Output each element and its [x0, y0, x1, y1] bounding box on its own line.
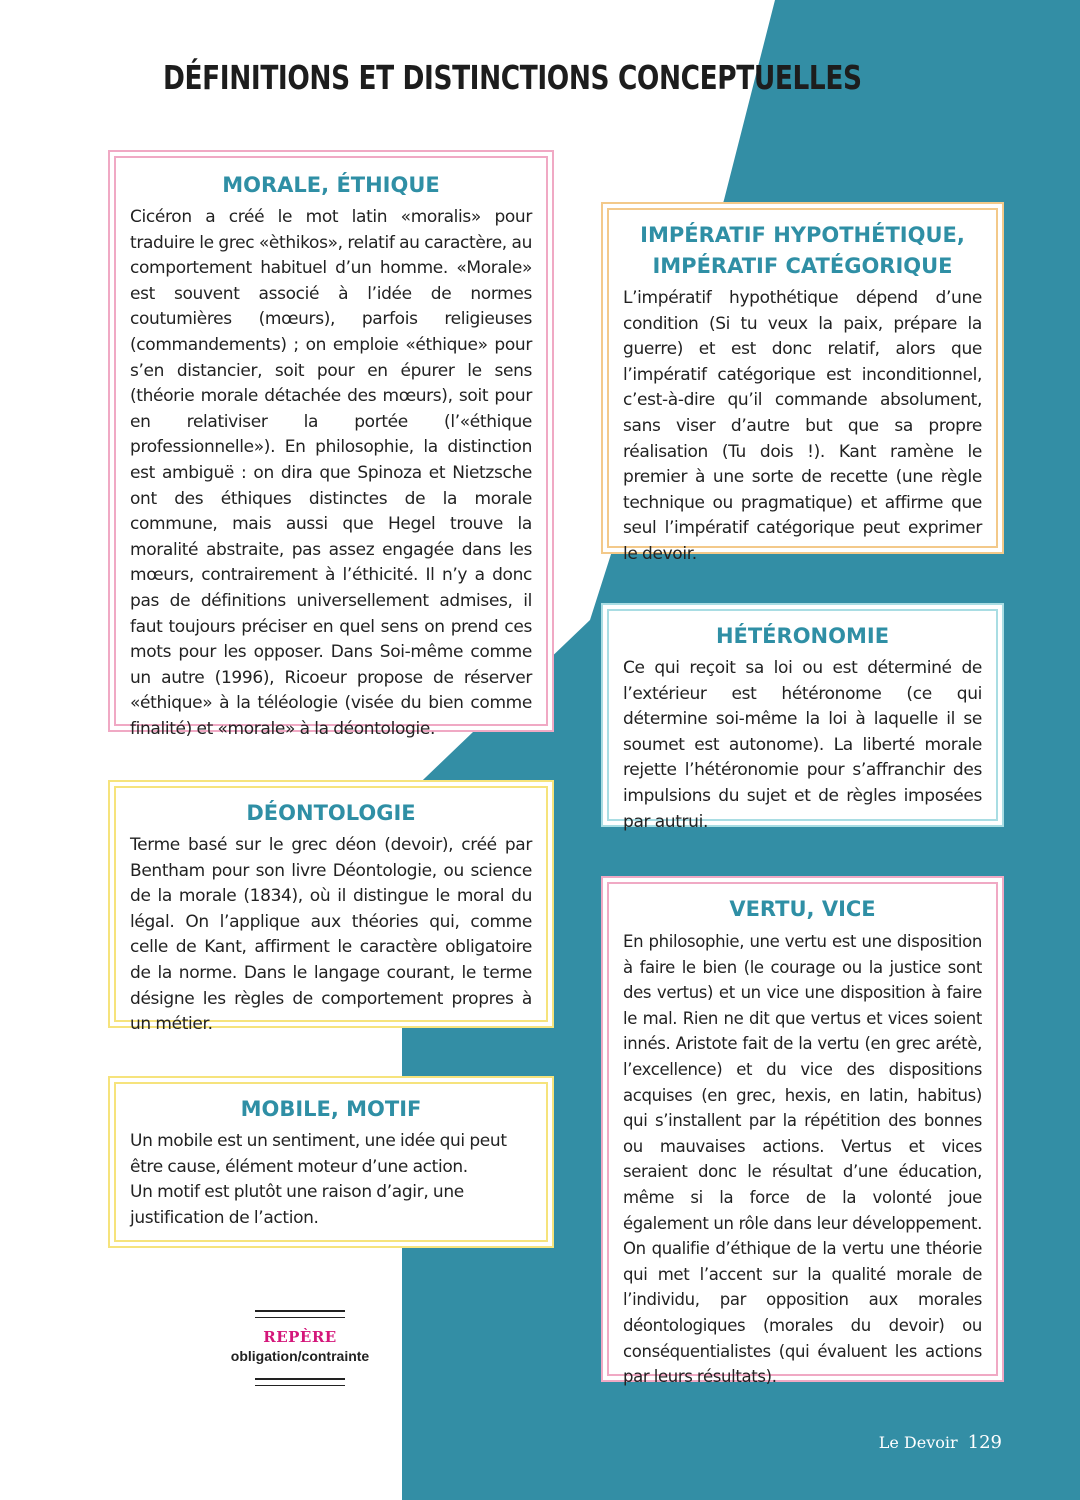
repere-box [230, 1310, 370, 1386]
card-heading-line-1: IMPÉRATIF HYPOTHÉTIQUE, [640, 223, 965, 247]
page-title: DÉFINITIONS ET DISTINCTIONS CONCEPTUELLES [163, 58, 862, 97]
card-heading-line-2: IMPÉRATIF CATÉGORIQUE [652, 254, 953, 278]
bottom-rule [255, 1378, 345, 1386]
card-body: L’impératif hypothétique dépend d’une condition (Si tu veux la paix, prépare la guerre) et est donc relatif, alors que l’impératif catégorique est inconditionnel, c’est-à-dire qu’il commande absolument, sans viser d’autre but que sa propre réalisation (Tu dois !). Kant ramène le premier à une sorte de recette (une règle technique ou pragmatique) et affirme que seul l’impératif catégorique peut exprimer le devoir. [623, 288, 982, 564]
card-body: Terme basé sur le grec déon (devoir), créé par Bentham pour son livre Déontologie, ou science de la morale (1834), où il distingue le moral du légal. On l’applique aux théories qui, comme celle de Kant, affirment le caractère obligatoire de la norme. Dans le langage courant, le terme désigne les règles de comportement propres à un métier. [130, 835, 532, 1035]
page-footer [879, 1432, 1002, 1453]
footer-section: Le Devoir [878, 1433, 958, 1452]
card-heteronomie [601, 603, 1004, 832]
card-heading: MOBILE, MOTIF [240, 1097, 422, 1121]
card-body-mobile: Un mobile est un sentiment, une idée qui peut être cause, élément moteur d’une action. [130, 1131, 507, 1177]
page-number: 129 [967, 1432, 1002, 1453]
card-vertu-vice [601, 876, 1004, 1387]
card-body: Ce qui reçoit sa loi ou est déterminé de l’extérieur est hétéronome (ce qui détermine soi-même la loi à laquelle il se soumet est autonome). La liberté morale rejette l’hétéronomie pour s’affranchir des impulsions du sujet et de règles imposées par autrui. [623, 658, 982, 832]
card-imperatif [601, 202, 1004, 564]
top-rule [255, 1310, 345, 1318]
card-deontologie [108, 780, 554, 1035]
card-heading: MORALE, ÉTHIQUE [222, 173, 440, 197]
repere-label: REPÈRE [263, 1328, 337, 1346]
repere-term: obligation/contrainte [230, 1348, 370, 1364]
card-heading: DÉONTOLOGIE [246, 801, 416, 825]
card-mobile-motif [108, 1076, 554, 1248]
card-body: Cicéron a créé le mot latin «moralis» pour traduire le grec «èthikos», relatif au caractère, au comportement habituel d’un homme. «Morale» est souvent associé à l’idée de normes coutumières (mœurs), parfois religieuses (commandements) ; on emploie «éthique» pour s’en distancier, soit pour en épurer le sens (théorie morale détachée des mœurs), soit pour en relativiser la portée (l’«éthique professionnelle»). En philosophie, la distinction est ambiguë : on dira que Spinoza et Nietzsche ont des éthiques distinctes de la morale commune, mais aussi que Hegel trouve la moralité abstraite, pas assez engagée dans les mœurs, contrairement à l’éthicité. Il n’y a donc pas de définitions universellement admises, il faut toujours préciser en quel sens on prend ces mots pour les opposer. Dans Soi-même comme un autre (1996), Ricoeur propose de réserver «éthique» à la téléologie (visée du bien comme finalité) et «morale» à la déontologie. [130, 207, 532, 739]
card-body-motif: Un motif est plutôt une raison d’agir, une justification de l’action. [130, 1182, 464, 1228]
card-heading: HÉTÉRONOMIE [715, 624, 890, 648]
card-heading: VERTU, VICE [729, 897, 876, 921]
card-morale-ethique [108, 150, 554, 739]
card-body: En philosophie, une vertu est une disposition à faire le bien (le courage ou la justice sont des vertus) et un vice une disposition à faire le mal. Rien ne dit que vertus et vices soient innés. Aristote fait de la vertu (en grec arétè, l’excellence) et du vice des dispositions acquises (en grec, hexis, en latin, habitus) qui s’installent par la répétition des bonnes ou mauvaises actions. Vertus et vices seraient donc le résultat d’une éducation, même si la force de la volonté joue également un rôle dans leur développement. On qualifie d’éthique de la vertu une théorie qui met l’accent sur la qualité morale de l’individu, par opposition aux morales déontologiques (morales du devoir) ou conséquentialistes (qui évaluent les actions par leurs résultats). [623, 932, 982, 1387]
